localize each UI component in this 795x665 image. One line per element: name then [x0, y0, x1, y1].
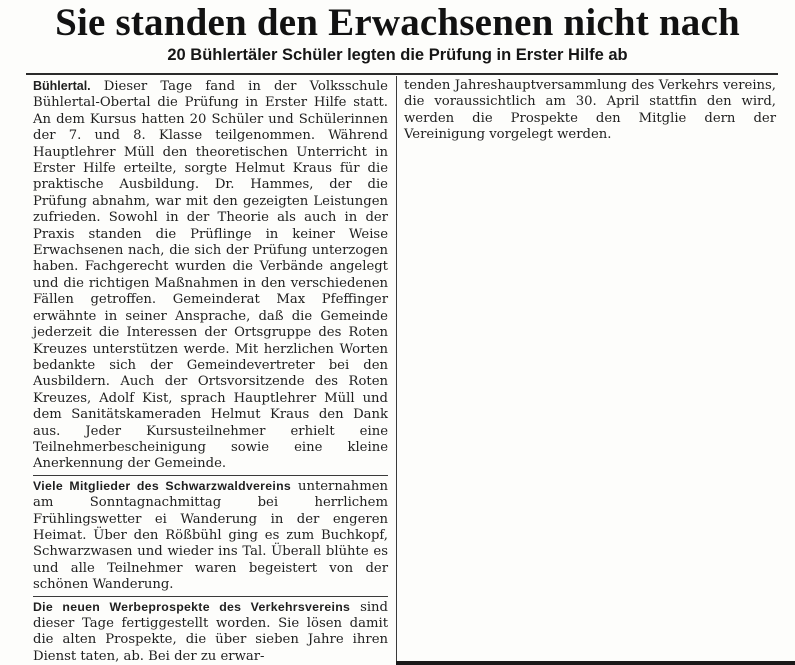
article-column-left	[33, 78, 388, 665]
section-first-aid-body: Dieser Tage fand in der Volksschule Bühlertal-Obertal die Prüfung in Erster Hilfe statt. An dem Kursus hatten 20 Schüler und Schülerinnen der 7. und 8. Klasse teilgenommen. Während Hauptlehrer Müll den theoretischen Unterricht in Erster Hilfe erteilte, sorgte Helmut Kraus für die praktische Ausbildung. Dr. Hammes, der die Prüfung abnahm, war mit den gezeigten Leistungen zufrieden. Sowohl in der Theorie als auch in der Praxis standen die Prüflinge in keiner Weise Erwachsenen nach, die sich der Prüfung unterzogen haben. Fachgerecht wurden die Verbände angelegt und die richtigen Maßnahmen in den verschiedenen Fällen getroffen. Gemeinderat Max Pfeffinger erwähnte in seiner Ansprache, daß die Gemeinde jederzeit die Interessen der Ortsgruppe des Roten Kreuzes unterstützen werde. Mit herzlichen Worten bedankte sich der Gemeindevertreter bei den Ausbildern. Auch der Ortsvorsitzende des Roten Kreuzes, Adolf Kist, sprach Hauptlehrer Müll und dem Sanitätskameraden Helmut Kraus den Dank aus. Jeder Kursusteilnehmer erhielt eine Teilnehmerbescheinigung sowie eine kleine Anerkennung der Gemeinde.	[33, 79, 388, 472]
section-brochures	[33, 599, 388, 665]
section-brochures-continued: tenden Jahreshauptversammlung des Verkehrs vereins, die voraussichtlich am 30. April stattfin den wird, werden die Prospekte den Mitglie dern der Vereinigung vorgelegt werden.	[404, 78, 776, 143]
dateline: Bühlertal.	[33, 79, 91, 93]
subheadline: 20 Bühlertäler Schüler legten die Prüfung in Erster Hilfe ab	[167, 46, 628, 64]
section-hiking-heading: Viele Mitglieder des Schwarzwaldvereins	[33, 478, 292, 493]
section-hiking	[33, 478, 388, 594]
article-column-right	[404, 78, 776, 144]
headline: Sie standen den Erwachsenen nicht nach	[55, 1, 740, 44]
column-divider	[396, 76, 397, 664]
section-first-aid	[33, 78, 388, 473]
section-divider	[33, 475, 388, 476]
section-hiking-body: unternahmen am Sonntagnachmittag bei herrlichem Frühlingswetter ei Wanderung in der engeren Heimat. Über den Rößbühl ging es zum Buchkopf, Schwarzwasen und wieder ins Tal. Überall blühte es und alle Teilnehmer waren begeistert von der schönen Wanderung.	[33, 478, 388, 593]
headline-rule	[26, 73, 778, 75]
section-brochures-body-left: sind dieser Tage fertiggestellt worden. Sie lösen damit die alten Prospekte, die über sieben Jahre ihren Dienst taten, ab. Bei der zu erwar-	[33, 599, 388, 664]
bottom-border	[396, 661, 795, 665]
section-brochures-heading: Die neuen Werbeprospekte des Verkehrsvereins	[33, 599, 351, 614]
section-divider	[33, 596, 388, 597]
